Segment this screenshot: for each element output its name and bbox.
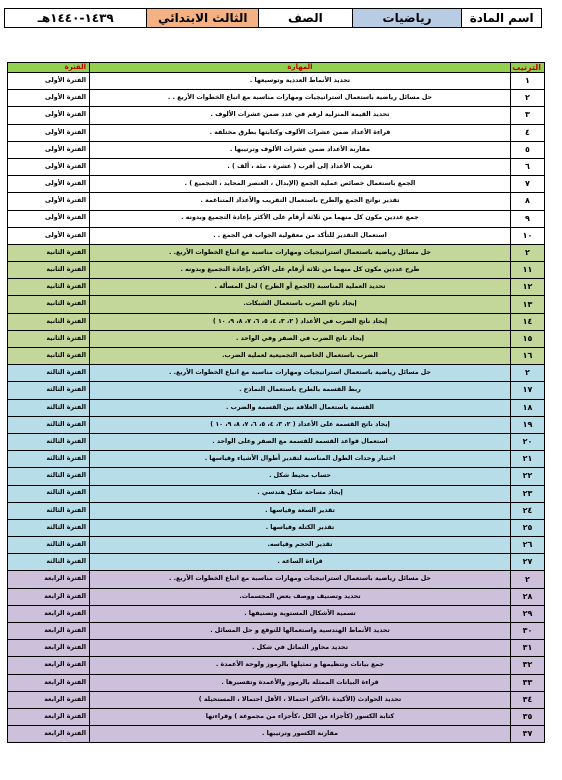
row-skill: إيجاد ناتج القسمة على الأعداد ( ٢، ٣، ٤، ٥، ٦، ٧، ٨، ٩، ١٠ )	[90, 416, 511, 433]
row-skill: قراءة الساعة .	[90, 554, 511, 571]
row-number: ١٢	[511, 279, 545, 296]
table-row	[8, 176, 545, 193]
row-skill: تحديد الحوادث (الأكيدة ،الأكثر احتمالا ، الأقل احتمالا ، المستحيلة )	[90, 691, 511, 708]
row-number: ٢	[511, 244, 545, 261]
row-period: الفترة الثانية	[8, 330, 90, 347]
row-skill: إيجاد ناتج الضرب في الأعداد ( ٢، ٣، ٤، ٥، ٦، ٧، ٨، ٩، ١٠ )	[90, 313, 511, 330]
row-number: ٢١	[511, 451, 545, 468]
table-row	[8, 519, 545, 536]
row-period: الفترة الأولى	[8, 73, 90, 90]
row-period: الفترة الرابعة	[8, 691, 90, 708]
row-number: ١١	[511, 262, 545, 279]
row-period: الفترة الأولى	[8, 176, 90, 193]
row-period: الفترة الرابعة	[8, 623, 90, 640]
row-skill: تحديد محاور التماثل في شكل .	[90, 640, 511, 657]
row-period: الفترة الثانية	[8, 348, 90, 365]
row-period: الفترة الثالثة	[8, 519, 90, 536]
row-number: ٢٩	[511, 605, 545, 622]
table-row	[8, 433, 545, 450]
table-row	[8, 227, 545, 244]
row-period: الفترة الثانية	[8, 262, 90, 279]
row-skill: جمع عددين مكون كل منهما من ثلاثة أرقام على الأكثر بإعادة التجميع وبدونه .	[90, 210, 511, 227]
row-skill: تحديد الأنماط العددية وتوسيعها .	[90, 73, 511, 90]
row-skill: حل مسائل رياضية باستعمال استراتيجيات ومهارات مناسبة مع اتباع الخطوات الأربع . .	[90, 90, 511, 107]
row-period: الفترة الأولى	[8, 124, 90, 141]
row-period: الفترة الثالثة	[8, 416, 90, 433]
row-number: ٢	[511, 90, 545, 107]
row-number: ١	[511, 73, 545, 90]
table-row	[8, 141, 545, 158]
table-row	[8, 554, 545, 571]
table-row	[8, 640, 545, 657]
row-period: الفترة الثانية	[8, 313, 90, 330]
row-skill: إيجاد مساحة شكل هندسي .	[90, 485, 511, 502]
table-row	[8, 468, 545, 485]
row-period: الفترة الأولى	[8, 158, 90, 175]
table-row	[8, 623, 545, 640]
row-number: ٢٠	[511, 433, 545, 450]
table-row	[8, 244, 545, 261]
row-skill: حل مسائل رياضية باستعمال استراتيجيات ومهارات مناسبة مع اتباع الخطوات الأربع. .	[90, 571, 511, 588]
skills-table	[7, 62, 545, 743]
grade-label: الصف	[258, 9, 352, 27]
table-row	[8, 330, 545, 347]
row-skill: قراءة البيانات الممثلة بالرموز والأعمدة وتفسيرها .	[90, 674, 511, 691]
table-row	[8, 210, 545, 227]
row-period: الفترة الثالثة	[8, 485, 90, 502]
table-row	[8, 399, 545, 416]
row-skill: استعمال قواعد القسمة للقسمة مع الصفر وعلى الواحد .	[90, 433, 511, 450]
table-row	[8, 571, 545, 588]
row-number: ١٧	[511, 382, 545, 399]
table-row	[8, 537, 545, 554]
row-skill: تحديد وتصنيف ووصف بعض المجسمات.	[90, 588, 511, 605]
row-number: ١٤	[511, 313, 545, 330]
row-period: الفترة الثالثة	[8, 537, 90, 554]
row-period: الفترة الرابعة	[8, 588, 90, 605]
row-number: ٣٤	[511, 691, 545, 708]
row-period: الفترة الثالثة	[8, 399, 90, 416]
year-value: ١٤٣٩-١٤٤٠هـ	[5, 9, 146, 27]
row-period: الفترة الرابعة	[8, 657, 90, 674]
row-skill: القسمة باستعمال العلاقة بين القسمة والضرب .	[90, 399, 511, 416]
table-row	[8, 365, 545, 382]
row-skill: تقدير الحجم وقياسه.	[90, 537, 511, 554]
row-skill: مقارنة الكسور وترتيبها .	[90, 726, 511, 743]
row-skill: قراءة الأعداد ضمن عشرات الألوف وكتابتها بطرق مختلفة .	[90, 124, 511, 141]
row-period: الفترة الثالثة	[8, 502, 90, 519]
row-skill: تقدير السعة وقياسها .	[90, 502, 511, 519]
row-period: الفترة الأولى	[8, 90, 90, 107]
row-period: الفترة الرابعة	[8, 726, 90, 743]
table-body	[8, 73, 545, 743]
row-number: ١٠	[511, 227, 545, 244]
header-bar	[4, 8, 542, 28]
row-number: ٨	[511, 193, 545, 210]
row-period: الفترة الثالثة	[8, 451, 90, 468]
table-row	[8, 588, 545, 605]
table-row	[8, 193, 545, 210]
row-number: ٣٧	[511, 726, 545, 743]
table-row	[8, 691, 545, 708]
grade-value: الثالث الابتدائي	[146, 9, 258, 27]
row-period: الفترة الثالثة	[8, 382, 90, 399]
row-number: ٢٣	[511, 485, 545, 502]
col-period-header: الفترة	[8, 63, 90, 73]
row-skill: استعمال التقدير للتأكد من معقولية الجواب في الجمع . .	[90, 227, 511, 244]
row-skill: حساب محيط شكل .	[90, 468, 511, 485]
row-number: ٥	[511, 141, 545, 158]
row-period: الفترة الثالثة	[8, 468, 90, 485]
table-row	[8, 708, 545, 725]
table-row	[8, 348, 545, 365]
row-period: الفترة الأولى	[8, 227, 90, 244]
row-skill: تقدير الكتلة وقياسها .	[90, 519, 511, 536]
row-number: ٣٢	[511, 657, 545, 674]
row-number: ٢٦	[511, 537, 545, 554]
row-skill: مقارنة الأعداد ضمن عشرات الألوف وترتيبها .	[90, 141, 511, 158]
row-skill: إيجاد ناتج الضرب في الصفر وفي الواحد .	[90, 330, 511, 347]
row-period: الفترة الثانية	[8, 244, 90, 261]
row-period: الفترة الرابعة	[8, 571, 90, 588]
row-skill: كتابة الكسور (كأجزاء من الكل ،كأجزاء من مجموعة ) وقراءتها	[90, 708, 511, 725]
table-row	[8, 726, 545, 743]
row-period: الفترة الثانية	[8, 279, 90, 296]
table-row	[8, 73, 545, 90]
row-number: ٣٣	[511, 674, 545, 691]
col-skill-header: المهارة	[90, 63, 511, 73]
table-row	[8, 296, 545, 313]
table-row	[8, 107, 545, 124]
row-number: ١٦	[511, 348, 545, 365]
row-period: الفترة الرابعة	[8, 674, 90, 691]
subject-value: رياضيات	[352, 9, 462, 27]
row-period: الفترة الرابعة	[8, 605, 90, 622]
table-header-row	[8, 63, 545, 73]
table-row	[8, 262, 545, 279]
row-number: ٩	[511, 210, 545, 227]
row-period: الفترة الرابعة	[8, 708, 90, 725]
row-skill: تقدير نواتج الجمع والطرح باستعمال التقريب والأعداد المتناغمة .	[90, 193, 511, 210]
table-row	[8, 382, 545, 399]
table-row	[8, 502, 545, 519]
table-row	[8, 605, 545, 622]
row-skill: تحديد الأنماط الهندسية واستعمالها للتوقع و حل المسائل .	[90, 623, 511, 640]
row-number: ١٨	[511, 399, 545, 416]
row-number: ٤	[511, 124, 545, 141]
row-skill: ربط القسمة بالطرح باستعمال النماذج .	[90, 382, 511, 399]
row-number: ١٣	[511, 296, 545, 313]
table-row	[8, 90, 545, 107]
row-number: ٣٠	[511, 623, 545, 640]
row-period: الفترة الأولى	[8, 107, 90, 124]
row-skill: اختيار وحدات الطول المناسبة لتقدير أطوال الأشياء وقياسها .	[90, 451, 511, 468]
row-skill: تسمية الأشكال المستوية وتصنيفها .	[90, 605, 511, 622]
row-number: ٢٤	[511, 502, 545, 519]
row-number: ٣	[511, 107, 545, 124]
row-number: ٣١	[511, 640, 545, 657]
row-number: ٢٨	[511, 588, 545, 605]
row-skill: تحديد القيمة المنزلية لرقم في عدد ضمن عشرات الألوف .	[90, 107, 511, 124]
subject-label: اسم المادة	[461, 9, 541, 27]
row-skill: طرح عددين مكون كل منهما من ثلاثة أرقام على الأكثر بإعادة التجميع وبدونه .	[90, 262, 511, 279]
row-number: ٢	[511, 365, 545, 382]
table-row	[8, 124, 545, 141]
row-skill: إيجاد ناتج الضرب باستعمال الشبكات.	[90, 296, 511, 313]
row-skill: جمع بيانات وتنظيمها و تمثيلها بالرموز ولوحة الأعمدة .	[90, 657, 511, 674]
row-skill: حل مسائل رياضية باستعمال استراتيجيات ومهارات مناسبة مع اتباع الخطوات الأربع. .	[90, 244, 511, 261]
row-number: ٧	[511, 176, 545, 193]
row-skill: الجمع باستعمال خصائص عملية الجمع (الإبدال ، العنصر المحايد ، التجميع ) .	[90, 176, 511, 193]
row-number: ٢٢	[511, 468, 545, 485]
table-row	[8, 451, 545, 468]
row-skill: حل مسائل رياضية باستعمال استراتيجيات ومهارات مناسبة مع اتباع الخطوات الأربع. .	[90, 365, 511, 382]
table-row	[8, 313, 545, 330]
row-skill: تقريب الأعداد إلى أقرب ( عشرة ، مئة ، ألف ) .	[90, 158, 511, 175]
table-row	[8, 158, 545, 175]
row-number: ١٥	[511, 330, 545, 347]
table-row	[8, 485, 545, 502]
row-number: ٣٥	[511, 708, 545, 725]
row-period: الفترة الأولى	[8, 193, 90, 210]
row-period: الفترة الأولى	[8, 141, 90, 158]
row-number: ٦	[511, 158, 545, 175]
table-row	[8, 416, 545, 433]
table-row	[8, 279, 545, 296]
col-num-header: الترتيب	[511, 63, 545, 73]
row-number: ١٩	[511, 416, 545, 433]
row-skill: الضرب باستعمال الخاصية التجميعية لعملية الضرب.	[90, 348, 511, 365]
table-row	[8, 674, 545, 691]
row-number: ٢	[511, 571, 545, 588]
row-period: الفترة الثالثة	[8, 554, 90, 571]
row-period: الفترة الثالثة	[8, 433, 90, 450]
row-period: الفترة الثالثة	[8, 365, 90, 382]
row-skill: تحديد العملية المناسبة (الجمع أو الطرح ) لحل المسألة .	[90, 279, 511, 296]
table-row	[8, 657, 545, 674]
row-number: ٢٧	[511, 554, 545, 571]
row-period: الفترة الأولى	[8, 210, 90, 227]
row-period: الفترة الرابعة	[8, 640, 90, 657]
row-number: ٢٥	[511, 519, 545, 536]
row-period: الفترة الثانية	[8, 296, 90, 313]
